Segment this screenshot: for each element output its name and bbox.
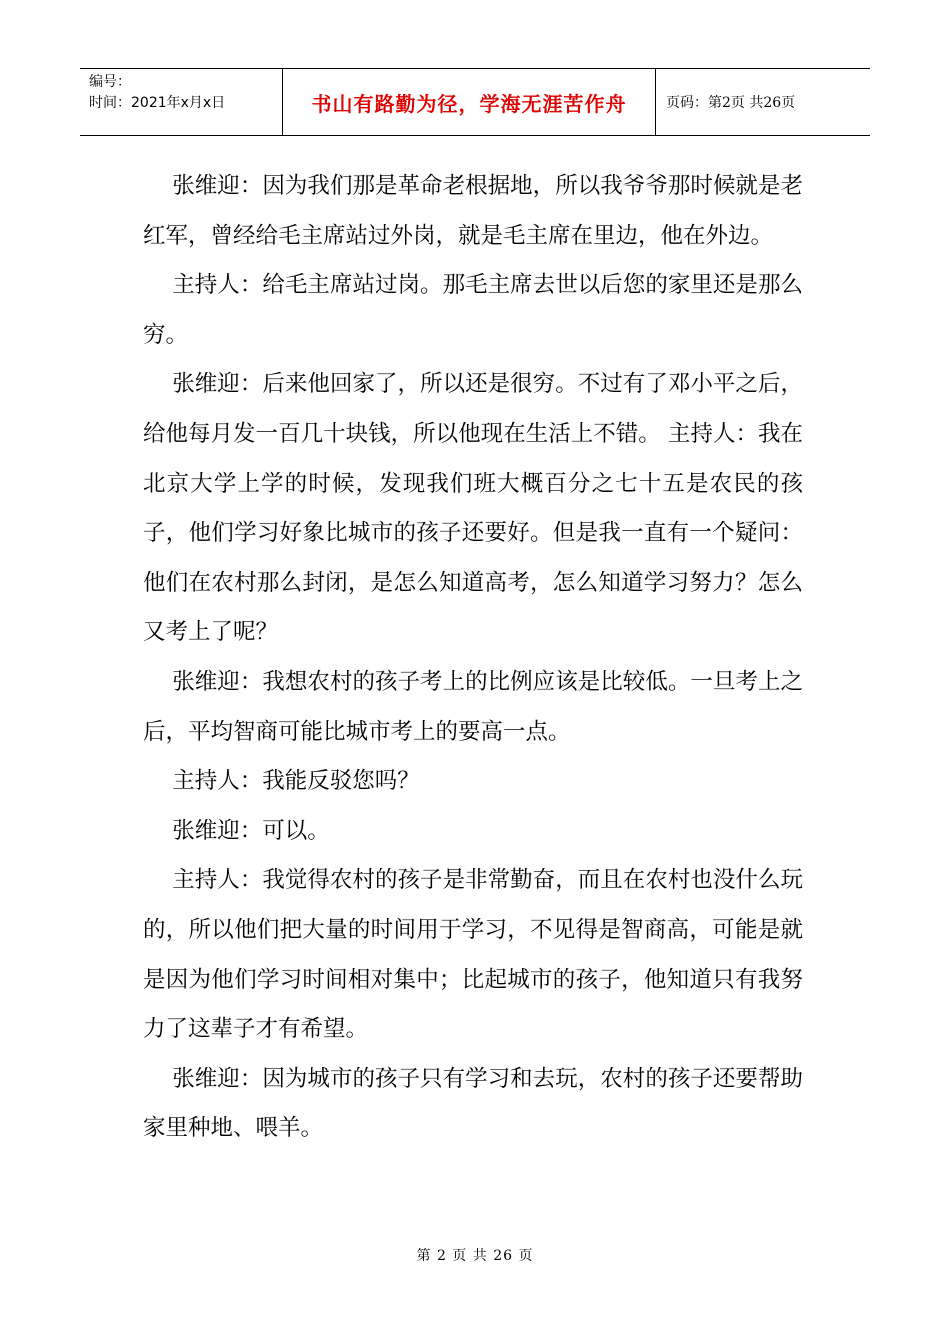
document-body (143, 162, 803, 1154)
paragraph: 主持人：我能反驳您吗？ (172, 768, 420, 795)
paragraph: 张维迎：后来他回家了，所以还是很穷。不过有了邓小平之后，给他每月发一百几十块钱，所以他现在生活上不错。 主持人：我在北京大学上学的时候，发现我们班大概百分之七十五是农民的孩子，他们学习好象比城市的孩子还要好。但是我一直有一个疑问：他们在农村那么封闭，是怎么知道高考，怎么知道学习努力？怎么又考上了呢？ (143, 371, 803, 646)
paragraph: 主持人：我觉得农村的孩子是非常勤奋，而且在农村也没什么玩的，所以他们把大量的时间用于学习，不见得是智商高，可能是就是因为他们学习时间相对集中；比起城市的孩子，他知道只有我努力了这辈子才有希望。 (143, 867, 803, 1043)
paragraph: 张维迎：可以。 (172, 817, 330, 844)
paragraph: 张维迎：我想农村的孩子考上的比例应该是比较低。一旦考上之后，平均智商可能比城市考上的要高一点。 (143, 668, 803, 745)
document-date-label: 时间：2021年x月x日 (89, 95, 226, 111)
header-motto: 书山有路勤为径，学海无涯苦作舟 (283, 69, 656, 135)
paragraph: 张维迎：因为我们那是革命老根据地，所以我爷爷那时候就是老红军，曾经给毛主席站过外岗，就是毛主席在里边，他在外边。 (143, 173, 803, 249)
page-header (80, 68, 870, 136)
page-footer: 第 2 页 共 26 页 (416, 1248, 534, 1264)
header-page-info: 页码：第2页 共26页 (666, 95, 796, 111)
document-number-label: 编号： (89, 74, 131, 90)
paragraph: 主持人：给毛主席站过岗。那毛主席去世以后您的家里还是那么穷。 (143, 272, 803, 348)
header-meta (80, 69, 283, 135)
paragraph: 张维迎：因为城市的孩子只有学习和去玩，农村的孩子还要帮助家里种地、喂羊。 (143, 1065, 803, 1142)
